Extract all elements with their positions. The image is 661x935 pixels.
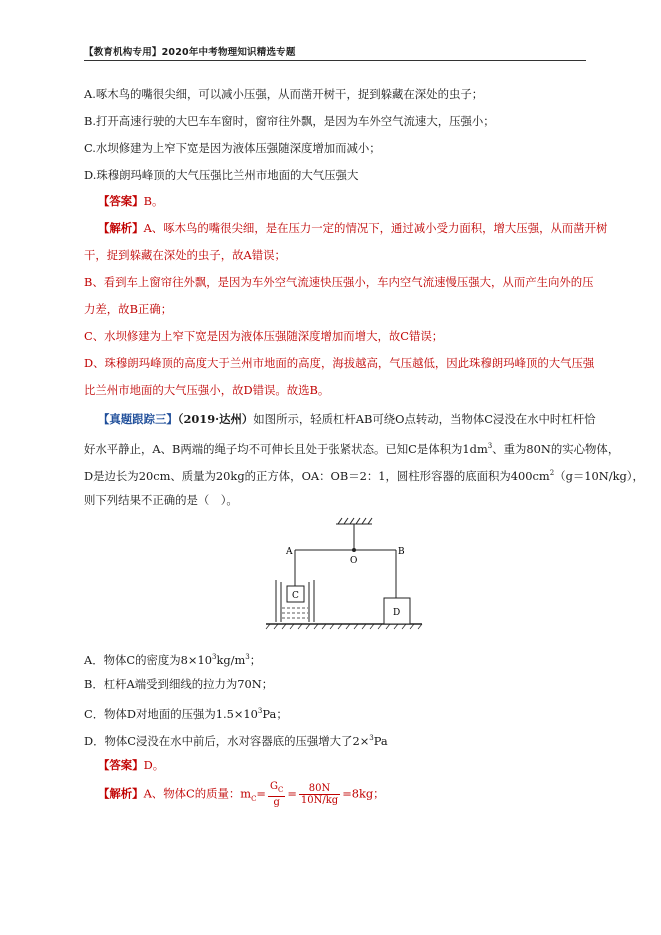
q3-answer-tag: 【答案】 <box>98 758 144 772</box>
q3-analysis-line: 【解析】A、物体C的质量：$m_C=$ $\frac{G_C}{g}$ = $\frac{80N}{10N/kg}$ =8kg； <box>98 781 385 808</box>
analysis-line-4: 力差，故B正确； <box>84 302 173 316</box>
label-o: O <box>350 556 358 566</box>
q3-stem-line-4: 则下列结果不正确的是（ ）。 <box>84 493 238 507</box>
answer-tag: 【答案】 <box>98 194 144 208</box>
fraction-gc-over-g: $\frac{G_C}{g}$ <box>269 781 284 808</box>
q3-stem-line-3: D是边长为20cm、质量为20kg的正方体，OA：OB＝2：1，圆柱形容器的底面积为$400cm^2(g=10N/kg)$， <box>84 468 644 483</box>
label-b: B <box>398 547 405 557</box>
q3-option-c: C．物体D对地面的压强为$1.5\times 10^3Pa$； <box>84 706 288 721</box>
analysis-line-3: B、看到车上窗帘往外飘，是因为车外空气流速快压强小，车内空气流速慢压强大，从而产生向外的压 <box>84 275 594 289</box>
q3-source: （2019·达州） <box>177 412 254 426</box>
label-c: C <box>292 591 299 601</box>
q3-option-a: A．物体C的密度为$8\times 10^3kg/m^3$； <box>84 652 262 667</box>
q3-option-b: B．杠杆A端受到细线的拉力为70N； <box>84 677 274 691</box>
analysis-line-7: 比兰州市地面的大气压强小，故D错误。故选B。 <box>84 383 330 397</box>
option-b: B.打开高速行驶的大巴车车窗时，窗帘往外飘，是因为车外空气流速大，压强小； <box>84 114 495 128</box>
option-a: A.啄木鸟的嘴很尖细，可以减小压强，从而凿开树干，捉到躲藏在深处的虫子； <box>84 87 484 101</box>
analysis-text: A、啄木鸟的嘴很尖细，是在压力一定的情况下，通过减小受力面积，增大压强，从而凿开树 <box>143 221 608 235</box>
header-rule <box>84 60 586 61</box>
q3-answer-value: D。 <box>143 758 165 772</box>
lever-figure <box>262 516 432 636</box>
q3-analysis-tag: 【解析】 <box>98 786 144 801</box>
option-d: D.珠穆朗玛峰顶的大气压强比兰州市地面的大气压强大 <box>84 168 359 182</box>
label-d: D <box>393 608 401 618</box>
label-a: A <box>286 547 293 557</box>
option-c: C.水坝修建为上窄下宽是因为液体压强随深度增加而减小； <box>84 141 381 155</box>
fraction-80n-over-10nkg: $\frac{80N}{10N/kg}$ <box>300 783 339 806</box>
answer-line <box>98 193 163 209</box>
analysis-tag: 【解析】 <box>98 221 144 235</box>
pivot-point <box>352 548 356 552</box>
q3-stem-line-1 <box>98 411 595 427</box>
analysis-line-2: 干，捉到躲藏在深处的虫子，故A错误； <box>84 248 286 262</box>
analysis-line-6: D、珠穆朗玛峰顶的高度大于兰州市地面的高度，海拔越高，气压越低，因此珠穆朗玛峰顶的大气压强 <box>84 356 595 370</box>
analysis-line-1 <box>98 220 607 236</box>
q3-stem-1: 如图所示，轻质杠杆AB可绕O点转动，当物体C浸没在水中时杠杆恰 <box>253 412 596 426</box>
q3-option-d: D．物体C浸没在水中前后，水对容器底的压强增大了2×$^3$Pa <box>84 733 388 748</box>
q3-answer-line <box>98 757 164 773</box>
analysis-line-5: C、水坝修建为上窄下宽是因为液体压强随深度增加而增大，故C错误； <box>84 329 444 343</box>
answer-value: B。 <box>143 194 164 208</box>
page-header: 【教育机构专用】2020年中考物理知识精选专题 <box>84 47 296 58</box>
q3-tag: 【真题跟踪三】 <box>98 412 178 426</box>
q3-stem-line-2: 好水平静止，A、B两端的绳子均不可伸长且处于张紧状态。已知C是体积为$1dm^3$、重为80N的实心物体， <box>84 441 620 456</box>
